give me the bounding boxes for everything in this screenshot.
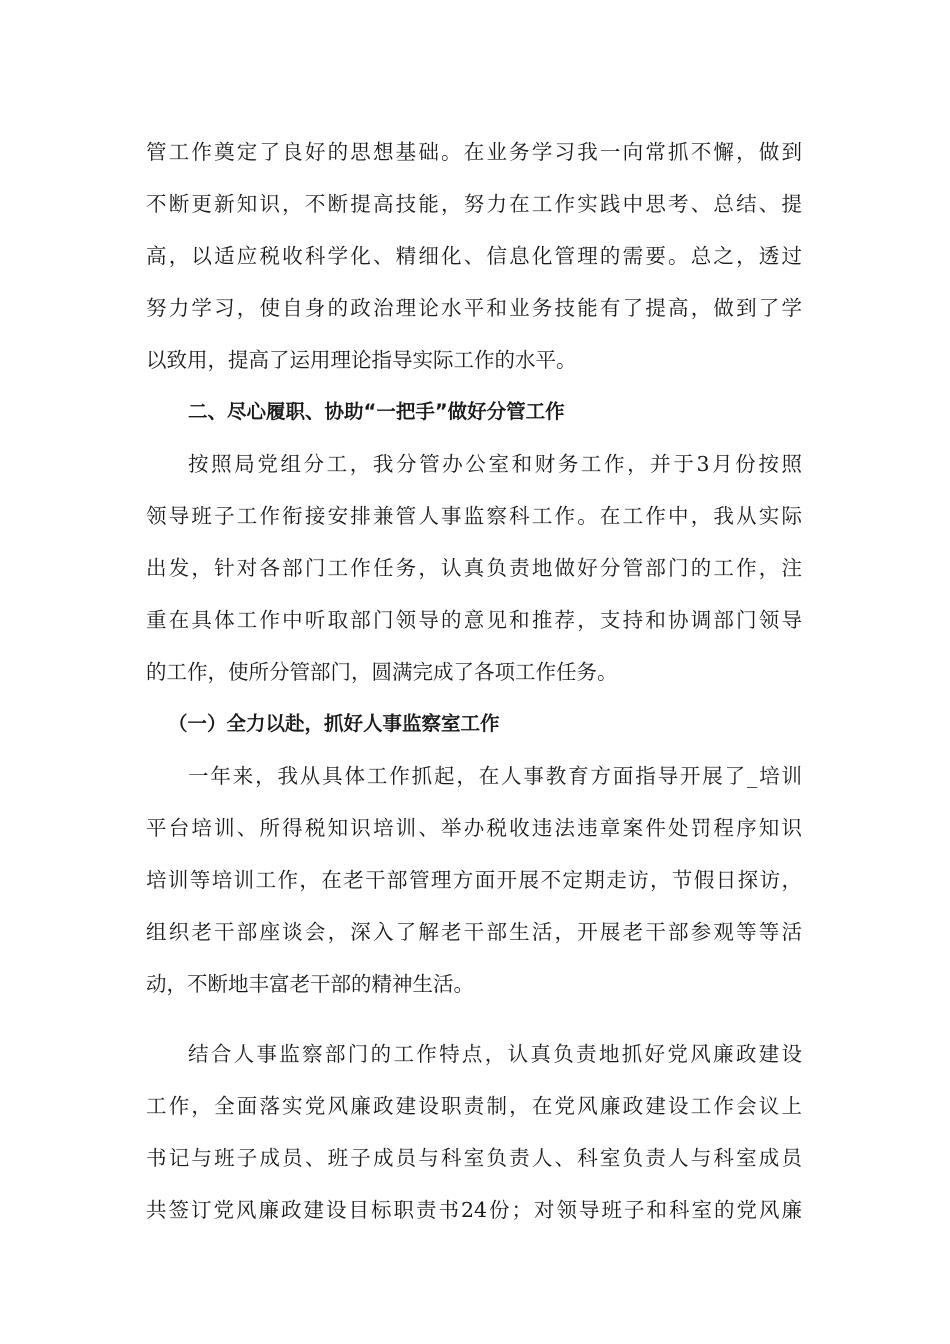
paragraph-duties <box>146 438 802 698</box>
text-line: 平台培训、所得税知识培训、举办税收违法违章案件处罚程序知识 <box>146 816 802 840</box>
paragraph-study <box>146 126 802 386</box>
text-line: 结合人事监察部门的工作特点，认真负责地抓好党风廉政建设 <box>188 1042 802 1066</box>
subsection-heading: （一）全力以赴，抓好人事监察室工作 <box>168 712 500 735</box>
paragraph-gap <box>146 1010 802 1028</box>
text-line: 培训等培训工作，在老干部管理方面开展不定期走访，节假日探访， <box>146 868 802 892</box>
text-line: 组织老干部座谈会，深入了解老干部生活，开展老干部参观等等活 <box>146 920 802 944</box>
section-heading: 二、尽心履职、协助“一把手”做好分管工作 <box>188 400 565 423</box>
text-line: 努力学习，使自身的政治理论水平和业务技能有了提高，做到了学 <box>146 296 802 320</box>
text-line: 书记与班子成员、班子成员与科室负责人、科室负责人与科室成员 <box>146 1146 802 1170</box>
document-body <box>146 126 802 1236</box>
text-line: 重在具体工作中听取部门领导的意见和推荐，支持和协调部门领导 <box>146 608 802 632</box>
text-line: 管工作奠定了良好的思想基础。在业务学习我一向常抓不懈，做到 <box>146 140 802 164</box>
text-line: 一年来，我从具体工作抓起，在人事教育方面指导开展了_培训 <box>188 764 802 788</box>
text-line: 按照局党组分工，我分管办公室和财务工作，并于3月份按照 <box>188 452 802 476</box>
text-line: 以致用，提高了运用理论指导实际工作的水平。 <box>146 348 577 372</box>
text-line: 出发，针对各部门工作任务，认真负责地做好分管部门的工作，注 <box>146 556 802 580</box>
text-line: 领导班子工作衔接安排兼管人事监察科工作。在工作中，我从实际 <box>146 504 802 528</box>
text-line: 工作，全面落实党风廉政建设职责制，在党风廉政建设工作会议上 <box>146 1094 802 1118</box>
text-line: 的工作，使所分管部门，圆满完成了各项工作任务。 <box>146 660 618 684</box>
paragraph-personnel <box>146 750 802 1010</box>
text-line: 不断更新知识，不断提高技能，努力在工作实践中思考、总结、提 <box>146 192 802 216</box>
text-line: 共签订党风廉政建设目标职责书24份；对领导班子和科室的党风廉 <box>146 1198 802 1222</box>
paragraph-integrity <box>146 1028 802 1236</box>
text-line: 高，以适应税收科学化、精细化、信息化管理的需要。总之，透过 <box>146 244 802 268</box>
text-line: 动，不断地丰富老干部的精神生活。 <box>146 972 474 996</box>
